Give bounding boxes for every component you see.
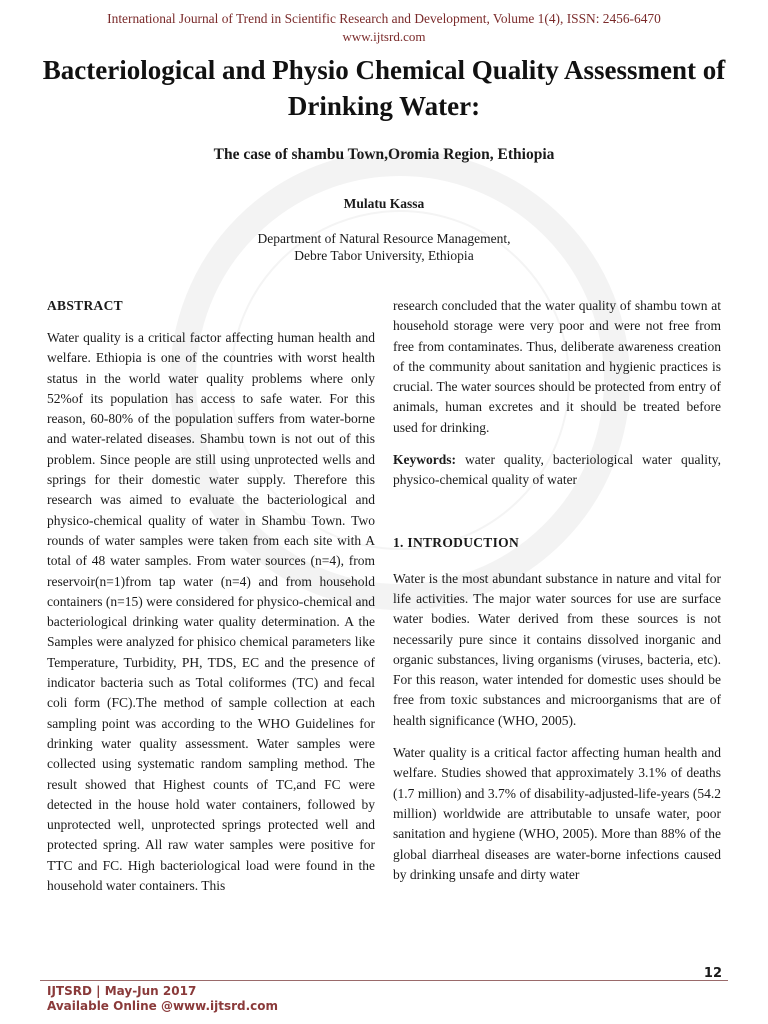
introduction-paragraph-1: Water is the most abundant substance in nature and vital for life activities. The major water sources for use are surface water bodies. Water derived from these sources is not necessarily pure since it contains dissolved inorganic and organic substances, living organisms (viruses, bacteria, etc). For this reason, water intended for domestic uses should be free from toxic substances and microorganisms that are of health significance (WHO, 2005).	[393, 570, 721, 728]
keywords-text: water quality, bacteriological water quality, physico-chemical quality of water	[393, 452, 721, 488]
journal-header: International Journal of Trend in Scientific Research and Development, Volume 1(4), ISSN: 2456-6470	[107, 11, 661, 26]
paper-subtitle: The case of shambu Town,Oromia Region, Ethiopia	[213, 146, 555, 163]
keywords	[393, 450, 721, 491]
abstract-heading: ABSTRACT	[47, 298, 123, 313]
right-column	[393, 296, 721, 885]
page-number: 12	[703, 966, 722, 981]
journal-url[interactable]: www.ijtsrd.com	[342, 29, 426, 44]
introduction-paragraph-2: Water quality is a critical factor affecting human health and welfare. Studies showed that approximately 3.1% of deaths (1.7 million) and 3.7% of disability-adjusted-life-years (54.2 million) worldwide are attributable to unsafe water, poor sanitation and hygiene (WHO, 2005). More than 88% of the global diarrheal diseases are water-borne infections caused by drinking unsafe and dirty water	[393, 745, 721, 882]
affiliation-university: Debre Tabor University, Ethiopia	[294, 248, 474, 263]
paper-title: Bacteriological and Physio Chemical Quality Assessment of Drinking Water:	[42, 55, 726, 121]
author-affiliation	[0, 230, 768, 264]
author-name: Mulatu Kassa	[343, 196, 425, 211]
footer-journal-issue: IJTSRD | May-Jun 2017	[47, 984, 197, 998]
keywords-label: Keywords:	[393, 452, 456, 468]
introduction-heading: 1. INTRODUCTION	[393, 534, 520, 550]
abstract-text-continued: research concluded that the water quality of shambu town at household storage were very poor and were not free from free from contaminates. Thus, deliberate awareness creation of the community about sanitation and hygienic practices is crucial. The water sources should be protected from entry of animals, human excretes and it should be treated before used for drinking.	[393, 298, 721, 435]
abstract-text: Water quality is a critical factor affecting human health and welfare. Ethiopia is one of the countries with worst health status in the world water quality problems where only 52%of its population has access to safe water. For this reason, 60-80% of the population suffers from water-borne and water-related diseases. Shambu town is not out of this problem. Since people are still using unprotected wells and springs for their domestic water supply. Therefore this research was aimed to evaluate the bacteriological and physico-chemical quality of water in Shambu Town. Two rounds of water samples were taken from each site with A total of 48 water samples. From water sources (n=4), from reservoir(n=1)from tap water (n=4) and from household containers (n=15) were considered for physico-chemical and bacteriological drinking water quality determination. A the Samples were analyzed for phisico chemical parameters like Temperature, Turbidity, PH, TDS, EC and the presence of indicator bacteria such as Total coliformes (TC) and fecal coli form (FC).The method of sample collection at each sampling point was according to the WHO Guidelines for drinking water quality assessment. Water samples were collected using systematic random sampling method. The result showed that Highest counts of TC,and FC were detected in the house hold water containers, followed by unprotected well, unprotected springs protected well and protected spring. All raw water samples were positive for TTC and FC. High bacteriological load were found in the household water containers. This	[47, 330, 375, 894]
affiliation-department: Department of Natural Resource Management,	[257, 231, 511, 246]
footer-availability[interactable]: Available Online @www.ijtsrd.com	[47, 999, 279, 1013]
left-column	[47, 296, 375, 896]
footer-divider	[40, 980, 728, 981]
